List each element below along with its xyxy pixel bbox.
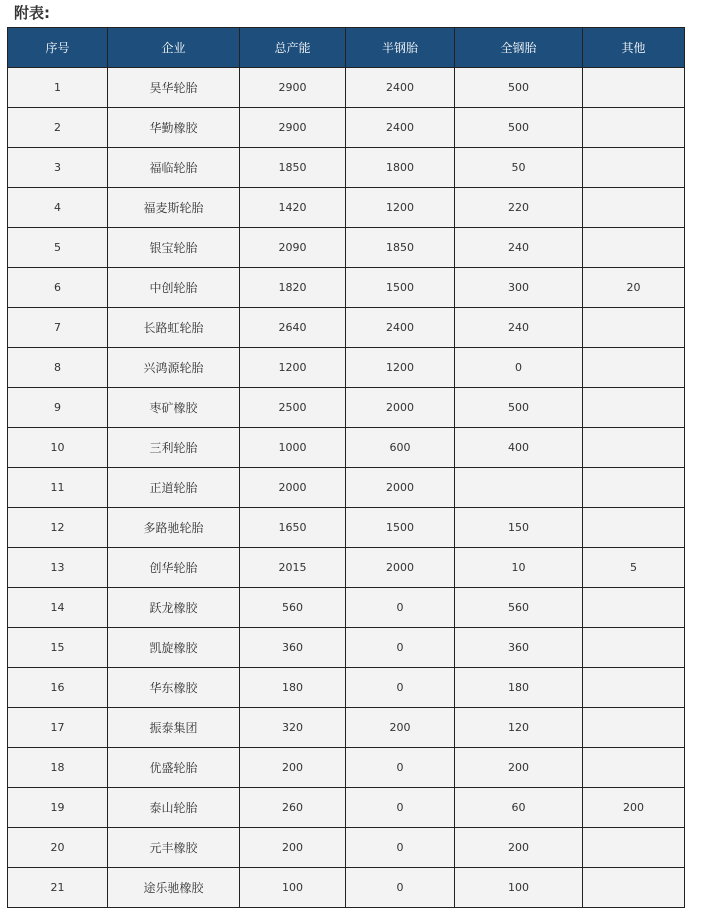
cell-index: 10 [8, 428, 108, 468]
cell-semi-steel: 2400 [346, 68, 455, 108]
cell-all-steel: 500 [455, 108, 583, 148]
cell-index: 5 [8, 228, 108, 268]
cell-total-capacity: 2015 [240, 548, 346, 588]
table-row [8, 348, 685, 388]
header-semi-steel: 半钢胎 [346, 28, 455, 68]
cell-other [583, 828, 685, 868]
cell-total-capacity: 2900 [240, 68, 346, 108]
cell-other [583, 68, 685, 108]
cell-index: 7 [8, 308, 108, 348]
cell-company: 振泰集团 [108, 708, 240, 748]
cell-semi-steel: 0 [346, 588, 455, 628]
cell-company: 枣矿橡胶 [108, 388, 240, 428]
cell-company: 银宝轮胎 [108, 228, 240, 268]
table-row [8, 668, 685, 708]
cell-total-capacity: 200 [240, 748, 346, 788]
table-caption: 附表: [14, 4, 50, 22]
cell-total-capacity: 1650 [240, 508, 346, 548]
cell-semi-steel: 200 [346, 708, 455, 748]
cell-semi-steel: 2000 [346, 388, 455, 428]
cell-all-steel [455, 468, 583, 508]
cell-index: 15 [8, 628, 108, 668]
cell-total-capacity: 2500 [240, 388, 346, 428]
cell-all-steel: 120 [455, 708, 583, 748]
table-row [8, 388, 685, 428]
cell-total-capacity: 260 [240, 788, 346, 828]
cell-all-steel: 150 [455, 508, 583, 548]
table-row [8, 148, 685, 188]
cell-company: 昊华轮胎 [108, 68, 240, 108]
cell-all-steel: 560 [455, 588, 583, 628]
cell-other [583, 628, 685, 668]
table-row [8, 548, 685, 588]
cell-other: 200 [583, 788, 685, 828]
cell-semi-steel: 0 [346, 868, 455, 908]
cell-other [583, 308, 685, 348]
header-index: 序号 [8, 28, 108, 68]
cell-company: 长路虹轮胎 [108, 308, 240, 348]
cell-index: 13 [8, 548, 108, 588]
header-company: 企业 [108, 28, 240, 68]
cell-semi-steel: 2400 [346, 108, 455, 148]
cell-index: 20 [8, 828, 108, 868]
cell-index: 14 [8, 588, 108, 628]
cell-index: 11 [8, 468, 108, 508]
cell-semi-steel: 0 [346, 628, 455, 668]
cell-all-steel: 0 [455, 348, 583, 388]
cell-company: 多路驰轮胎 [108, 508, 240, 548]
capacity-table [7, 27, 685, 908]
cell-semi-steel: 1200 [346, 188, 455, 228]
cell-other [583, 148, 685, 188]
cell-index: 8 [8, 348, 108, 388]
cell-other [583, 108, 685, 148]
cell-all-steel: 240 [455, 228, 583, 268]
table-row [8, 708, 685, 748]
header-other: 其他 [583, 28, 685, 68]
cell-total-capacity: 1850 [240, 148, 346, 188]
cell-total-capacity: 2000 [240, 468, 346, 508]
table-row [8, 788, 685, 828]
cell-index: 21 [8, 868, 108, 908]
cell-all-steel: 220 [455, 188, 583, 228]
table-row [8, 188, 685, 228]
cell-index: 19 [8, 788, 108, 828]
cell-semi-steel: 2000 [346, 468, 455, 508]
cell-other [583, 588, 685, 628]
cell-total-capacity: 2640 [240, 308, 346, 348]
header-all-steel: 全钢胎 [455, 28, 583, 68]
table-row [8, 588, 685, 628]
cell-semi-steel: 0 [346, 668, 455, 708]
cell-company: 华勤橡胶 [108, 108, 240, 148]
cell-other [583, 428, 685, 468]
cell-semi-steel: 1850 [346, 228, 455, 268]
cell-index: 3 [8, 148, 108, 188]
table-header [8, 28, 685, 68]
cell-all-steel: 200 [455, 828, 583, 868]
table-row [8, 428, 685, 468]
cell-semi-steel: 600 [346, 428, 455, 468]
cell-semi-steel: 0 [346, 748, 455, 788]
cell-other [583, 228, 685, 268]
cell-semi-steel: 0 [346, 788, 455, 828]
cell-company: 途乐驰橡胶 [108, 868, 240, 908]
cell-all-steel: 10 [455, 548, 583, 588]
cell-index: 1 [8, 68, 108, 108]
cell-index: 9 [8, 388, 108, 428]
table-row [8, 108, 685, 148]
cell-total-capacity: 1200 [240, 348, 346, 388]
cell-all-steel: 300 [455, 268, 583, 308]
cell-semi-steel: 1200 [346, 348, 455, 388]
cell-semi-steel: 1500 [346, 268, 455, 308]
cell-semi-steel: 1800 [346, 148, 455, 188]
cell-company: 泰山轮胎 [108, 788, 240, 828]
cell-semi-steel: 0 [346, 828, 455, 868]
cell-index: 4 [8, 188, 108, 228]
cell-index: 12 [8, 508, 108, 548]
table-row [8, 228, 685, 268]
cell-all-steel: 60 [455, 788, 583, 828]
cell-company: 福麦斯轮胎 [108, 188, 240, 228]
table-row [8, 68, 685, 108]
cell-semi-steel: 2000 [346, 548, 455, 588]
cell-all-steel: 400 [455, 428, 583, 468]
header-row [8, 28, 685, 68]
cell-company: 凯旋橡胶 [108, 628, 240, 668]
table-row [8, 268, 685, 308]
cell-company: 元丰橡胶 [108, 828, 240, 868]
cell-company: 优盛轮胎 [108, 748, 240, 788]
cell-total-capacity: 320 [240, 708, 346, 748]
cell-total-capacity: 1820 [240, 268, 346, 308]
table-row [8, 828, 685, 868]
cell-company: 福临轮胎 [108, 148, 240, 188]
table-row [8, 748, 685, 788]
cell-other [583, 868, 685, 908]
cell-other [583, 708, 685, 748]
cell-all-steel: 180 [455, 668, 583, 708]
cell-index: 18 [8, 748, 108, 788]
table-row [8, 468, 685, 508]
cell-other [583, 748, 685, 788]
cell-other [583, 188, 685, 228]
cell-total-capacity: 1000 [240, 428, 346, 468]
cell-total-capacity: 180 [240, 668, 346, 708]
table-row [8, 868, 685, 908]
cell-all-steel: 50 [455, 148, 583, 188]
cell-total-capacity: 2090 [240, 228, 346, 268]
cell-other [583, 668, 685, 708]
cell-all-steel: 500 [455, 388, 583, 428]
cell-company: 华东橡胶 [108, 668, 240, 708]
cell-all-steel: 200 [455, 748, 583, 788]
cell-other [583, 348, 685, 388]
cell-company: 跃龙橡胶 [108, 588, 240, 628]
cell-all-steel: 500 [455, 68, 583, 108]
cell-semi-steel: 2400 [346, 308, 455, 348]
cell-all-steel: 100 [455, 868, 583, 908]
cell-index: 2 [8, 108, 108, 148]
table-body [8, 68, 685, 908]
cell-all-steel: 360 [455, 628, 583, 668]
table-row [8, 508, 685, 548]
cell-other [583, 468, 685, 508]
cell-semi-steel: 1500 [346, 508, 455, 548]
cell-other [583, 388, 685, 428]
cell-company: 中创轮胎 [108, 268, 240, 308]
cell-total-capacity: 100 [240, 868, 346, 908]
cell-index: 6 [8, 268, 108, 308]
cell-total-capacity: 2900 [240, 108, 346, 148]
cell-total-capacity: 360 [240, 628, 346, 668]
cell-index: 17 [8, 708, 108, 748]
cell-company: 三利轮胎 [108, 428, 240, 468]
cell-other: 5 [583, 548, 685, 588]
cell-all-steel: 240 [455, 308, 583, 348]
cell-company: 兴鸿源轮胎 [108, 348, 240, 388]
cell-total-capacity: 200 [240, 828, 346, 868]
table-row [8, 308, 685, 348]
cell-other [583, 508, 685, 548]
cell-other: 20 [583, 268, 685, 308]
table-row [8, 628, 685, 668]
cell-total-capacity: 560 [240, 588, 346, 628]
cell-company: 创华轮胎 [108, 548, 240, 588]
header-total-capacity: 总产能 [240, 28, 346, 68]
cell-total-capacity: 1420 [240, 188, 346, 228]
cell-index: 16 [8, 668, 108, 708]
cell-company: 正道轮胎 [108, 468, 240, 508]
